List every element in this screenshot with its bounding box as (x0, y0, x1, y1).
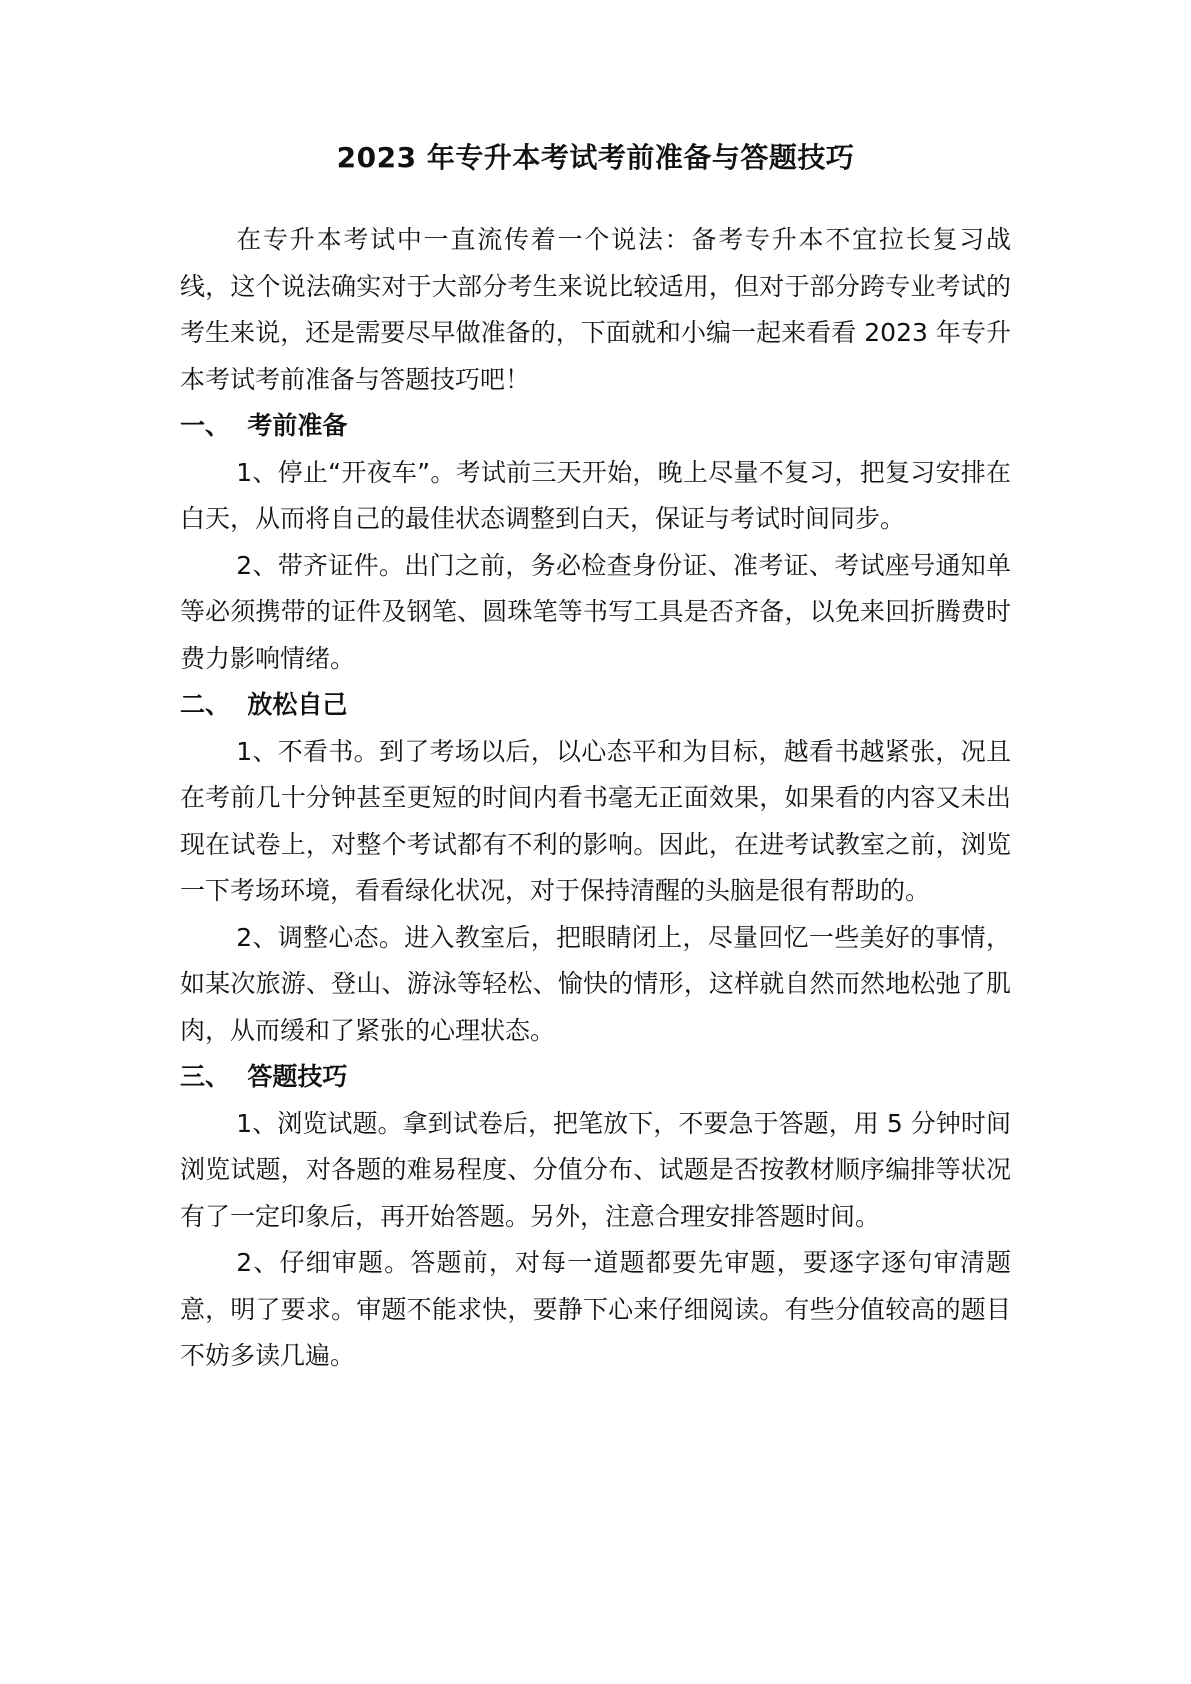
section-heading: 三、 答题技巧 (180, 1062, 348, 1091)
section-heading: 二、 放松自己 (180, 690, 348, 719)
section-paragraph: 1、浏览试题。拿到试卷后，把笔放下，不要急于答题，用 5 分钟时间浏览试题，对各题的难易程度、分值分布、试题是否按教材顺序编排等状况有了一定印象后，再开始答题。另外，注意合理安排答题时间。 (180, 1108, 1011, 1231)
intro-paragraph: 在专升本考试中一直流传着一个说法：备考专升本不宜拉长复习战线，这个说法确实对于大部分考生来说比较适用，但对于部分跨专业考试的考生来说，还是需要尽早做准备的，下面就和小编一起来看看 2023 年专升本考试考前准备与答题技巧吧！ (180, 225, 1011, 394)
section-paragraph: 1、不看书。到了考场以后，以心态平和为目标，越看书越紧张，况且在考前几十分钟甚至更短的时间内看书毫无正面效果，如果看的内容又未出现在试卷上，对整个考试都有不利的影响。因此，在进考试教室之前，浏览一下考场环境，看看绿化状况，对于保持清醒的头脑是很有帮助的。 (180, 736, 1011, 905)
section-paragraph: 2、带齐证件。出门之前，务必检查身份证、准考证、考试座号通知单等必须携带的证件及钢笔、圆珠笔等书写工具是否齐备，以免来回折腾费时费力影响情绪。 (180, 550, 1011, 673)
section-heading: 一、 考前准备 (180, 411, 348, 440)
page-title: 2023 年专升本考试考前准备与答题技巧 (336, 141, 855, 174)
section-exam-preparation (180, 403, 1011, 682)
section-paragraph: 2、调整心态。进入教室后，把眼睛闭上，尽量回忆一些美好的事情，如某次旅游、登山、游泳等轻松、愉快的情形，这样就自然而然地松弛了肌肉，从而缓和了紧张的心理状态。 (180, 922, 1011, 1045)
section-paragraph: 2、仔细审题。答题前，对每一道题都要先审题，要逐字逐句审清题意，明了要求。审题不能求快，要静下心来仔细阅读。有些分值较高的题目不妨多读几遍。 (180, 1248, 1011, 1370)
document-body (180, 217, 1011, 1380)
section-answering-skills (180, 1054, 1011, 1380)
section-relax-yourself (180, 682, 1011, 1054)
section-paragraph: 1、停止“开夜车”。考试前三天开始，晚上尽量不复习，把复习安排在白天，从而将自己的最佳状态调整到白天，保证与考试时间同步。 (180, 457, 1011, 533)
